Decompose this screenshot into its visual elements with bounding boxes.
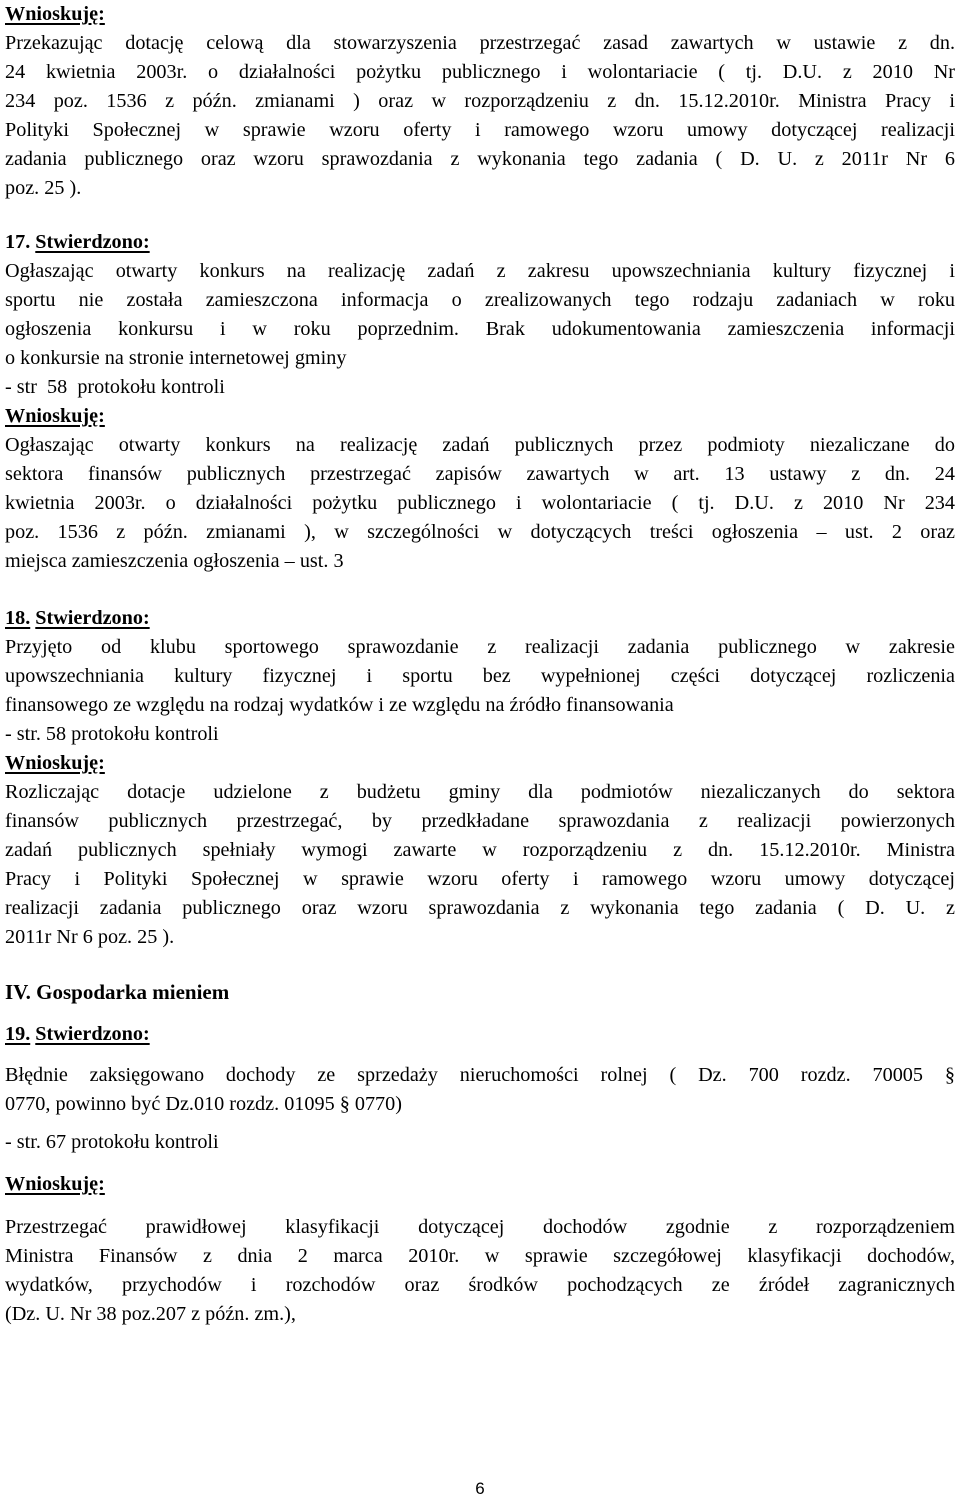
protocol-reference: - str. 58 protokołu kontroli (5, 723, 219, 745)
wnioskuje-heading: Wnioskuję: (5, 405, 105, 427)
text-line: miejsca zamieszczenia ogłoszenia – ust. 3 (5, 550, 344, 572)
finding-number: 19. (5, 1023, 31, 1045)
text-line: Ogłaszając otwarty konkurs na realizację zadań publicznych przez podmioty niezaliczane do (5, 434, 955, 456)
finding-17 (5, 228, 955, 576)
finding-19 (5, 1020, 955, 1049)
wnioskuje-heading: Wnioskuję: (5, 1173, 105, 1195)
text-line: finansów publicznych przestrzegać, by przedkładane sprawozdania z realizacji powierzonych (5, 810, 955, 832)
text-line: realizacji zadania publicznego oraz wzoru sprawozdania z wykonania tego zadania ( D. U. z (5, 897, 955, 919)
text-line: Polityki Społecznej w sprawie wzoru oferty i ramowego wzoru umowy dotyczącej realizacji (5, 119, 955, 141)
text-line: sektora finansów publicznych przestrzegać zapisów zawartych w art. 13 ustawy z dn. 24 (5, 463, 955, 485)
text-line: o konkursie na stronie internetowej gminy (5, 347, 347, 369)
finding-label: Stwierdzono: (35, 1023, 150, 1045)
finding-19-wnioskuje (5, 1170, 955, 1199)
text-line: Ogłaszając otwarty konkurs na realizację zadań z zakresu upowszechniania kultury fizycznej i (5, 260, 955, 282)
text-line: sportu nie została zamieszczona informacja o zrealizowanych tego rodzaju zadaniach w roku (5, 289, 955, 311)
finding-label: Stwierdzono: (35, 231, 150, 253)
text-line: 24 kwietnia 2003r. o działalności pożytku publicznego i wolontariacie ( tj. D.U. z 2010 Nr (5, 61, 955, 83)
text-line: ogłoszenia konkursu i w roku poprzednim. Brak udokumentowania zamieszczenia informacji (5, 318, 955, 340)
text-line: finansowego ze względu na rodzaj wydatków i ze względu na źródło finansowania (5, 694, 674, 716)
text-line: (Dz. U. Nr 38 poz.207 z późn. zm.), (5, 1303, 296, 1325)
text-line: Przyjęto od klubu sportowego sprawozdanie z realizacji zadania publicznego w zakresie (5, 636, 955, 658)
finding-19-rec (5, 1213, 955, 1329)
text-line: zadań publicznych spełniały wymogi zawarte w rozporządzeniu z dn. 15.12.2010r. Ministra (5, 839, 955, 861)
finding-19-body (5, 1061, 955, 1119)
finding-19-ref (5, 1128, 955, 1157)
text-line: Rozliczając dotacje udzielone z budżetu gminy dla podmiotów niezaliczanych do sektora (5, 781, 955, 803)
chapter-heading (5, 978, 955, 1007)
text-line: zadania publicznego oraz wzoru sprawozdania z wykonania tego zadania ( D. U. z 2011r Nr 6 (5, 148, 955, 170)
chapter-title: IV. Gospodarka mieniem (5, 980, 230, 1004)
finding-18 (5, 604, 955, 952)
finding-label: Stwierdzono: (35, 607, 150, 629)
finding-number: 17. (5, 231, 31, 253)
wnioskuje-heading: Wnioskuję: (5, 3, 105, 25)
text-line: Przekazując dotację celową dla stowarzyszenia przestrzegać zasad zawartych w ustawie z dn. (5, 32, 955, 54)
finding-number: 18. (5, 607, 31, 629)
finding-heading (5, 1020, 955, 1049)
text-line: 2011r Nr 6 poz. 25 ). (5, 926, 175, 948)
text-line: kwietnia 2003r. o działalności pożytku publicznego i wolontariacie ( tj. D.U. z 2010 Nr 234 (5, 492, 955, 514)
text-line: wydatków, przychodów i rozchodów oraz środków pochodzących ze źródeł zagranicznych (5, 1274, 955, 1296)
protocol-reference: - str 58 protokołu kontroli (5, 376, 225, 398)
text-line: poz. 1536 z późn. zmianami ), w szczególności w dotyczących treści ogłoszenia – ust. 2 oraz (5, 521, 955, 543)
finding-heading (5, 228, 955, 257)
protocol-reference: - str. 67 protokołu kontroli (5, 1131, 219, 1153)
text-line: poz. 25 ). (5, 177, 82, 199)
text-line: 234 poz. 1536 z późn. zmianami ) oraz w rozporządzeniu z dn. 15.12.2010r. Ministra Pracy i (5, 90, 955, 112)
finding-heading (5, 604, 955, 633)
text-line: upowszechniania kultury fizycznej i sportu bez wypełnionej części dotyczącej rozliczenia (5, 665, 955, 687)
intro-recommendation (5, 0, 955, 203)
text-line: 0770, powinno być Dz.010 rozdz. 01095 § 0770) (5, 1093, 402, 1115)
text-line: Ministra Finansów z dnia 2 marca 2010r. w sprawie szczegółowej klasyfikacji dochodów, (5, 1245, 955, 1267)
page-number: 6 (475, 1479, 485, 1498)
text-line: Błędnie zaksięgowano dochody ze sprzedaży nieruchomości rolnej ( Dz. 700 rozdz. 70005 § (5, 1064, 955, 1086)
text-line: Przestrzegać prawidłowej klasyfikacji dotyczącej dochodów zgodnie z rozporządzeniem (5, 1216, 955, 1238)
wnioskuje-heading: Wnioskuję: (5, 752, 105, 774)
text-line: Pracy i Polityki Społecznej w sprawie wzoru oferty i ramowego wzoru umowy dotyczącej (5, 868, 955, 890)
